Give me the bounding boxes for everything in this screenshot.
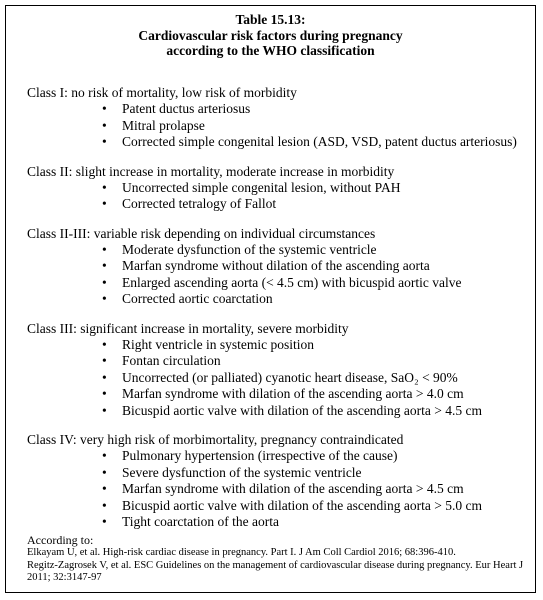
class-items [27,337,531,420]
item-text: Enlarged ascending aorta (< 4.5 cm) with bicuspid aortic valve [122,274,462,290]
bullet-icon: • [102,497,107,513]
item-text: Uncorrected (or palliated) cyanotic heart disease, SaO₂ < 90% [122,369,458,385]
bullet-icon: • [102,402,107,418]
item-text: Marfan syndrome with dilation of the ascending aorta > 4.5 cm [122,481,464,496]
item-text: Pulmonary hypertension (irrespective of the cause) [122,448,398,463]
list-item [27,353,531,370]
list-item [27,481,531,498]
list-item [27,258,531,275]
item-text: Bicuspid aortic valve with dilation of the ascending aorta > 5.0 cm [122,497,483,513]
list-item [27,465,531,482]
item-text: Severe dysfunction of the systemic ventricle [122,464,362,480]
class-items [27,180,531,213]
list-item [27,275,531,292]
list-item [27,448,531,465]
bullet-icon: • [102,448,107,463]
title-line-3: according to the WHO classification [166,43,375,58]
table-title [6,12,535,59]
class-items [27,242,531,308]
item-text: Marfan syndrome without dilation of the ascending aorta [122,258,430,273]
list-item [27,498,531,515]
item-text: Right ventricle in systemic position [122,336,314,352]
item-text: Corrected tetralogy of Fallot [122,196,277,211]
bullet-icon: • [102,291,107,306]
item-text: Uncorrected simple congenital lesion, without PAH [122,179,401,195]
class-section [27,164,531,213]
bullet-icon: • [102,117,107,133]
class-section [27,85,531,151]
list-item [27,118,531,135]
risk-class-list [27,85,531,544]
item-text: Mitral prolapse [122,117,205,133]
list-item [27,403,531,420]
item-text: Moderate dysfunction of the systemic ventricle [122,241,377,257]
bullet-icon: • [102,336,107,352]
bullet-icon: • [102,258,107,273]
list-item [27,337,531,354]
bullet-icon: • [102,481,107,496]
reference-item: Elkayam U, et al. High-risk cardiac disease in pregnancy. Part I. J Am Coll Cardiol 2016; 68:396-410. [27,547,456,558]
list-item [27,370,531,387]
class-heading: Class IV: very high risk of morbimortality, pregnancy contraindicated [27,432,404,447]
item-text: Marfan syndrome with dilation of the ascending aorta > 4.0 cm [122,386,464,401]
list-item [27,196,531,213]
list-item [27,242,531,259]
item-text: Patent ductus arteriosus [122,101,251,116]
class-items [27,101,531,151]
class-heading: Class II-III: variable risk depending on individual circumstances [27,225,376,241]
bullet-icon: • [102,196,107,211]
bullet-icon: • [102,179,107,195]
list-item [27,101,531,118]
item-text: Fontan circulation [122,353,221,368]
bullet-icon: • [102,514,107,529]
class-section [27,226,531,308]
list-item [27,291,531,308]
item-text: Corrected aortic coarctation [122,291,273,306]
references-heading: According to: [27,533,94,547]
item-text: Bicuspid aortic valve with dilation of the ascending aorta > 4.5 cm [122,402,483,418]
reference-item: Regitz-Zagrosek V, et al. ESC Guidelines on the management of cardiovascular disease during pregnancy. Eur Heart J 2011; 32:3147-97 [27,559,524,583]
item-text: Tight coarctation of the aorta [122,514,279,529]
title-line-2: Cardiovascular risk factors during pregnancy [138,27,403,43]
class-heading: Class III: significant increase in mortality, severe morbidity [27,320,349,336]
list-item [27,134,531,151]
title-line-1: Table 15.13: [235,12,306,27]
class-heading: Class II: slight increase in mortality, moderate increase in morbidity [27,163,395,179]
references [27,533,527,585]
bullet-icon: • [102,101,107,116]
table-frame [5,5,536,593]
bullet-icon: • [102,241,107,257]
list-item [27,514,531,531]
bullet-icon: • [102,134,107,149]
class-section [27,321,531,420]
item-text: Corrected simple congenital lesion (ASD, VSD, patent ductus arteriosus) [122,134,517,149]
bullet-icon: • [102,274,107,290]
bullet-icon: • [102,464,107,480]
bullet-icon: • [102,386,107,401]
class-section [27,432,531,531]
bullet-icon: • [102,353,107,368]
bullet-icon: • [102,369,107,385]
class-heading: Class I: no risk of mortality, low risk of morbidity [27,85,297,100]
class-items [27,448,531,531]
list-item [27,180,531,197]
list-item [27,386,531,403]
